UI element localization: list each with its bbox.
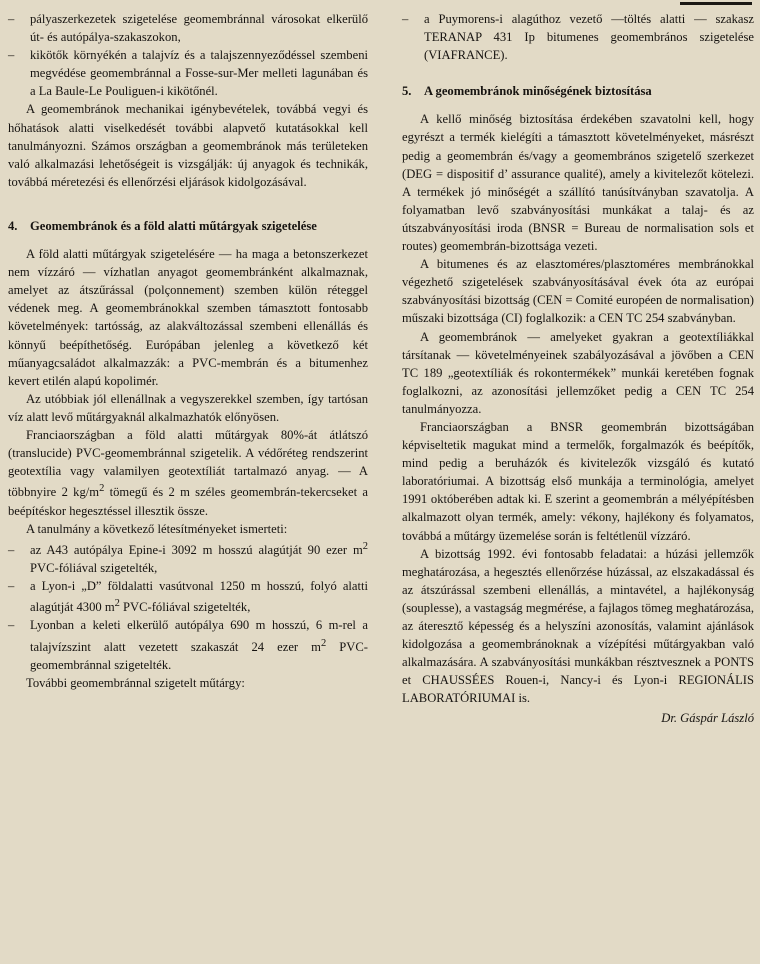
left-column [8, 10, 368, 692]
paragraph: A bitumenes és az elasztoméres/plasztoméres membránokkal végezhető szigetelések szabványosításával évek óta az európai szabványosítási bizottság (CEN = Comité européen de normalisation) műszaki bizottsága (CI) foglalkozik: a CEN TC 254 szabványban. [402, 257, 754, 326]
list-item: – Lyonban a keleti elkerülő autópálya 690 m hosszú, 6 m-rel a talajvízszint alatt vezetett szakaszát 24 ezer $m^2$ PVC- geomembránnal szigetelték. [8, 618, 368, 672]
section-heading-5: 5. A geomembránok minőségének biztosítása [402, 84, 652, 99]
paragraph: Az utóbbiak jól ellenállnak a vegyszerekkel szemben, így tartósan víz alatt levő műtárgyaknál alkalmazhatók előnyösen. [8, 391, 368, 424]
author-signature: Dr. Gáspár László [661, 711, 754, 726]
paragraph: Franciaországban a föld alatti műtárgyak 80%-át átlátszó (translucide) PVC-geomembránnal szigetelik. A védőréteg rendszerint geotextília vagy valamilyen geotextíliát tartalmazó anyag. — A többnyire 2 $kg/m^2$ tömegű és 2 m széles geomembrán-tekercseket a beépítéskor hegesztéssel illesztik össze. [8, 427, 368, 518]
list-item: – a Puymorens-i alagúthoz vezető —töltés alatti — szakasz TERANAP 431 Ip bitumenes geomembrános szigetelése (VIAFRANCE). [402, 12, 754, 63]
paragraph: Franciaországban a BNSR geomembrán bizottságában képviseltetik magukat mind a termelők, forgalmazók és beépítők, mind pedig a beruházók és kivitelezők vizsgáló és kutató laboratóriumai. A bizottság első munkája a terminológia, amelyet 1991 októberében adtak ki. E szerint a geomembrán a mélyépítésben alkalmazott olyan termék, amely: vékony, hajlékony és folyamatos, továbbá a műtárgy üzemelése során is feltétlenül vízzáró. [402, 419, 754, 543]
paragraph: A geomembránok — amelyeket gyakran a geotextíliákkal társítanak — követelményeinek szabályozásával a jövőben a CEN TC 189 „geotextíliák és rokontermékek” munkái keretében fognak foglalkozni, az azonosítási jellemzőket pedig a CEN TC 254 tanulmányozza. [402, 329, 754, 416]
section-heading-4: 4. Geomembránok és a föld alatti műtárgyak szigetelése [8, 218, 317, 233]
list-item: – kikötők környékén a talajvíz és a talajszennyeződéssel szembeni megvédése geomembránnal a Fosse-sur-Mer melleti lagunában és a La Baule-Le Pouliguen-i kikötőnél. [8, 48, 368, 99]
paragraph: A bizottság 1992. évi fontosabb feladatai: a húzási jellemzők meghatározása, a hegesztés ellenőrzése húzással, az elszakadással és az átszúrással szembeni ellenállás, a mintavétel, a hajlékonyság (souplesse), a vastagság megmérése, a fajlagos tömeg meghatározása, az áteresztő képesség és a helyszíni azonosítás, valamint ajánlások kidolgozása a geomembránoknak a vízépítési műtárgyakban való alkalmazására. A szabványosítási munkákban résztvesznek a PONTS et CHAUSSÉES Rouen-i, Nancy-i és Lyon-i REGIONÁLIS LABORATÓRIUMAI is. [402, 546, 754, 706]
list-item: – pályaszerkezetek szigetelése geomembránnal városokat elkerülő út- és autópálya-szakaszokon, [8, 12, 368, 45]
list-item: – a Lyon-i „D” földalatti vasútvonal 1250 m hosszú, folyó alatti alagútját 4300 $m^2$ PVC-fóliával szigetelték, [8, 579, 368, 615]
paragraph: A föld alatti műtárgyak szigetelésére — ha maga a betonszerkezet nem vízzáró — vízhatlan anyagot geomembránként alkalmaznak, amelyet az átszűrással (polçonnement) szemben külön réteggel védenek meg. A geomembránokkal szemben támasztott fontosabb követelmények: tartósság, az alakváltozással szembeni ellenállás és könnyű beépíthetőség. Európában jelenleg a következő két műanyagcsaládot alkalmazzák: a PVC-membrán és a bitumenhez kevert etilén alapú kopolimér. [8, 247, 368, 388]
top-rule [680, 2, 752, 5]
list-item: – az A43 autópálya Epine-i 3092 m hosszú alagútját 90 ezer $m^2$ PVC-fóliával szigetelték, [8, 540, 368, 575]
paragraph: A kellő minőség biztosítása érdekében szavatolni kell, hogy egyrészt a termék kielégíti a támasztott követelményeket, másrészt pedig a geomembrán és/vagy a geomembrános szigetelő szerkezet (DEG = dispositif d’ assurance qualité), amely a kivitelezőt kötelezi. A termékek jó minőségét a szállító tanúsítványban szavatolja. A folyamatban levő szabványosítási munkákat a talaj- és az útszabványosítási iroda (BNSR = Bureau de normalisation sols et routes) geomembrán-bizottsága vezeti. [402, 112, 754, 254]
paragraph: További geomembránnal szigetelt műtárgy: [26, 675, 245, 690]
right-column [402, 10, 754, 728]
paragraph: A tanulmány a következő létesítményeket ismerteti: [26, 521, 288, 536]
paragraph: A geomembránok mechanikai igénybevételek, továbbá vegyi és hőhatások alatti viselkedését további alapvető kutatásokkal kell tanulmányozni. Számos országban a geomembránok más területeken való alkalmazási lehetőségeit is vizsgálják: új anyagok és technikák, továbbá méretezési és ellenőrzési eljárások kidolgozásával. [8, 102, 368, 189]
